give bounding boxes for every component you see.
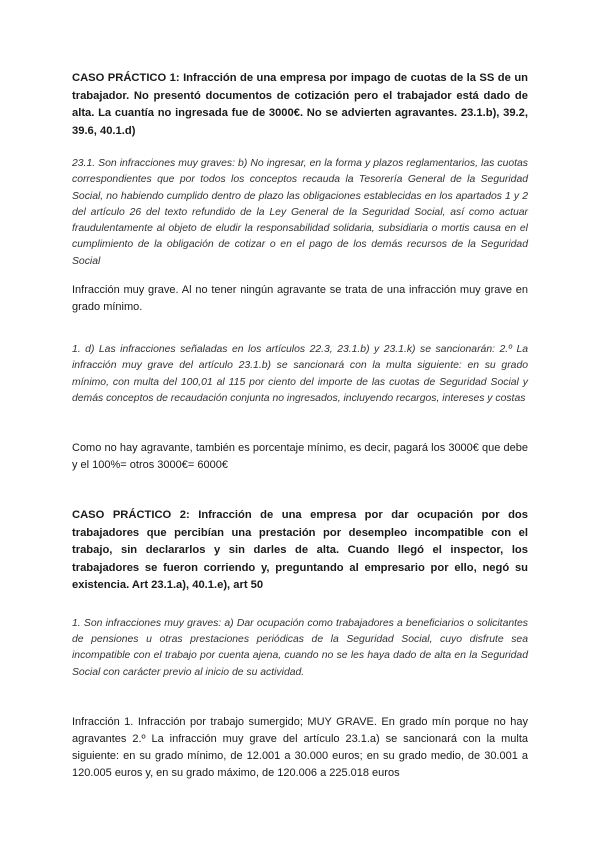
case-1-law-quote-art-23-1-b: 23.1. Son infracciones muy graves: b) No ingresar, en la forma y plazos reglamentarios, las cuotas correspondientes que por todos los conceptos recauda la Tesorería General de la Seguridad Social, no habiendo cumplido dentro de plazo las obligaciones establecidas en los apartados 1 y 2 del artículo 26 del texto refundido de la Ley General de la Seguridad Social, así como actuar fraudulentamente al objeto de eludir la responsabilidad solidaria, subsidiaria o mortis causa en el cumplimiento de la obligación de cotizar o en el pago de los demás recursos de la Seguridad Social (72, 158, 528, 267)
case-1-heading: CASO PRÁCTICO 1: Infracción de una empresa por impago de cuotas de la SS de un trabajador. No presentó documentos de cotización pero el trabajador está dado de alta. La cuantía no ingresada fue de 3000€. No se advierten agravantes. 23.1.b), 39.2, 39.6, 40.1.d) (72, 72, 528, 137)
case-1-section (72, 70, 528, 474)
case-1-analysis-paragraph: Infracción muy grave. Al no tener ningún agravante se trata de una infracción muy grave en grado mínimo. (72, 284, 528, 314)
case-1-conclusion-paragraph: Como no hay agravante, también es porcentaje mínimo, es decir, pagará los 3000€ que debe y el 100%= otros 3000€= 6000€ (72, 442, 528, 472)
case-2-law-quote-art-23-1-a: 1. Son infracciones muy graves: a) Dar ocupación como trabajadores a beneficiarios o solicitantes de pensiones u otras prestaciones periódicas de la Seguridad Social, cuyo disfrute sea incompatible con el trabajo por cuenta ajena, cuando no se les haya dado de alta en la Seguridad Social con carácter previo al inicio de su actividad. (72, 617, 528, 678)
document-page (72, 70, 528, 782)
case-2-section (72, 507, 528, 782)
case-1-law-quote-sanction: 1. d) Las infracciones señaladas en los artículos 22.3, 23.1.b) y 23.1.k) se sancionarán: 2.º La infracción muy grave del artículo 23.1.b) se sancionará con la multa siguiente: en su grado mínimo, con multa del 100,01 al 115 por ciento del importe de las cuotas de Seguridad Social y demás conceptos de recaudación conjunta no ingresados, incluyendo recargos, intereses y costas (72, 344, 528, 404)
case-2-heading: CASO PRÁCTICO 2: Infracción de una empresa por dar ocupación por dos trabajadores que percibían una prestación por desempleo incompatible con el trabajo, sin declararlos y sin darles de alta. Cuando llegó el inspector, los trabajadores se fueron corriendo y, preguntando al empresario por ello, negó su existencia. Art 23.1.a), 40.1.e), art 50 (72, 509, 528, 592)
case-2-analysis-paragraph: Infracción 1. Infracción por trabajo sumergido; MUY GRAVE. En grado mín porque no hay agravantes 2.º La infracción muy grave del artículo 23.1.a) se sancionará con la multa siguiente: en su grado mínimo, de 12.001 a 30.000 euros; en su grado medio, de 30.001 a 120.005 euros y, en su grado máximo, de 120.006 a 225.018 euros (72, 715, 528, 779)
